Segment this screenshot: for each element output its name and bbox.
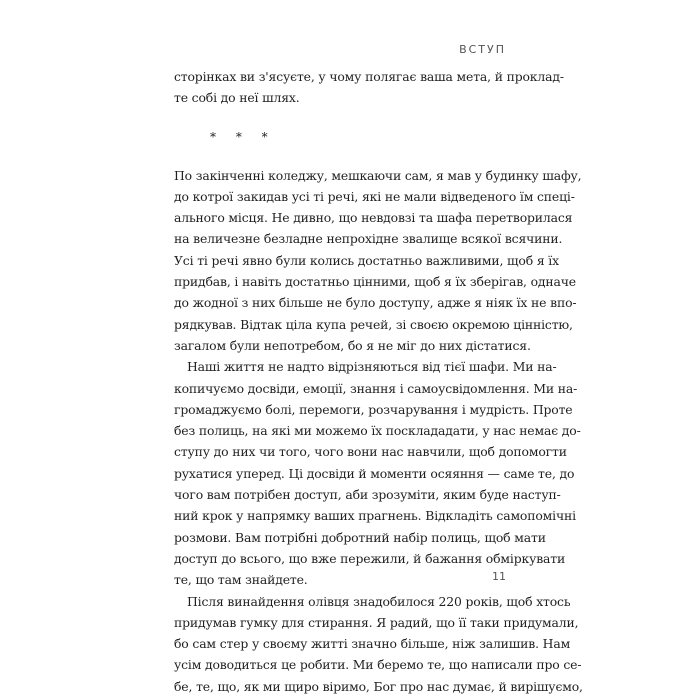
- text-line: те, що там знайдете.: [174, 572, 308, 588]
- text-line: ального місця. Не дивно, що невдовзі та шафа перетворилася: [174, 210, 573, 226]
- text-line: Наші життя не надто відрізняються від тієї шафи. Ми на-: [187, 359, 557, 375]
- text-line: громаджуємо болі, перемоги, розчарування і мудрість. Проте: [174, 401, 573, 417]
- section-separator: * * *: [210, 129, 276, 144]
- text-line: без полиць, на які ми можемо їх посклададати, у нас немає до-: [174, 423, 581, 439]
- text-line: По закінченні коледжу, мешкаючи сам, я мав у будинку шафу,: [174, 167, 582, 183]
- text-line: придбав, і навіть достатньо цінними, щоб я їх зберігав, одначе: [174, 274, 576, 290]
- body-text: [174, 66, 583, 697]
- text-line: загалом були непотребом, бо я не міг до них дістатися.: [174, 337, 531, 353]
- text-line: до жодної з них більше не було доступу, адже я ніяк їх не впо-: [174, 295, 577, 311]
- text-line: ний крок у напрямку ваших прагнень. Відкладіть самопомічні: [174, 508, 576, 524]
- text-line: до котрої закидав усі ті речі, які не мали відведеного їм спеці-: [174, 188, 575, 204]
- text-line: Після винайдення олівця знадобилося 220 років, щоб хтось: [187, 593, 571, 609]
- intro-line: сторінках ви з'ясуєте, у чому полягає ваша мета, й проклад-: [174, 69, 564, 84]
- paragraph: [174, 591, 583, 697]
- paragraph: [174, 356, 581, 590]
- text-line: Усі ті речі явно були колись достатньо важливими, щоб я їх: [174, 252, 559, 268]
- text-line: рядкував. Відтак ціла купа речей, зі своєю окремою цінністю,: [174, 316, 573, 332]
- text-line: доступ до всього, що вже пережили, й бажання обміркувати: [174, 550, 566, 566]
- intro-line: те собі до неї шлях.: [174, 90, 300, 106]
- paragraph: [174, 165, 582, 357]
- text-line: копичуємо досвіди, емоції, знання і самоусвідомлення. Ми на-: [174, 380, 578, 396]
- running-head: ВСТУП: [459, 43, 506, 56]
- page-number: 11: [492, 570, 506, 583]
- text-line: бо сам стер у своєму житті значно більше, ніж залишив. Нам: [174, 636, 571, 652]
- text-line: ступу до них чи того, чого вони нас навчили, щоб допомогти: [174, 444, 567, 460]
- text-line: чого вам потрібен доступ, аби зрозуміти, яким буде наступ-: [174, 487, 561, 503]
- text-line: бе, те, що, як ми щиро віримо, Бог про нас думає, й вирішуємо,: [174, 678, 583, 694]
- text-line: рухатися уперед. Ці досвіди й моменти осяяння — саме те, до: [174, 465, 575, 481]
- text-line: розмови. Вам потрібні добротний набір полиць, щоб мати: [174, 529, 546, 545]
- text-line: усім доводиться це робити. Ми беремо те, що написали про се-: [174, 657, 582, 673]
- text-line: придумав гумку для стирання. Я радий, що її таки придумали,: [174, 614, 579, 630]
- text-line: на величезне безладне непрохідне звалище всякої всячини.: [174, 231, 563, 247]
